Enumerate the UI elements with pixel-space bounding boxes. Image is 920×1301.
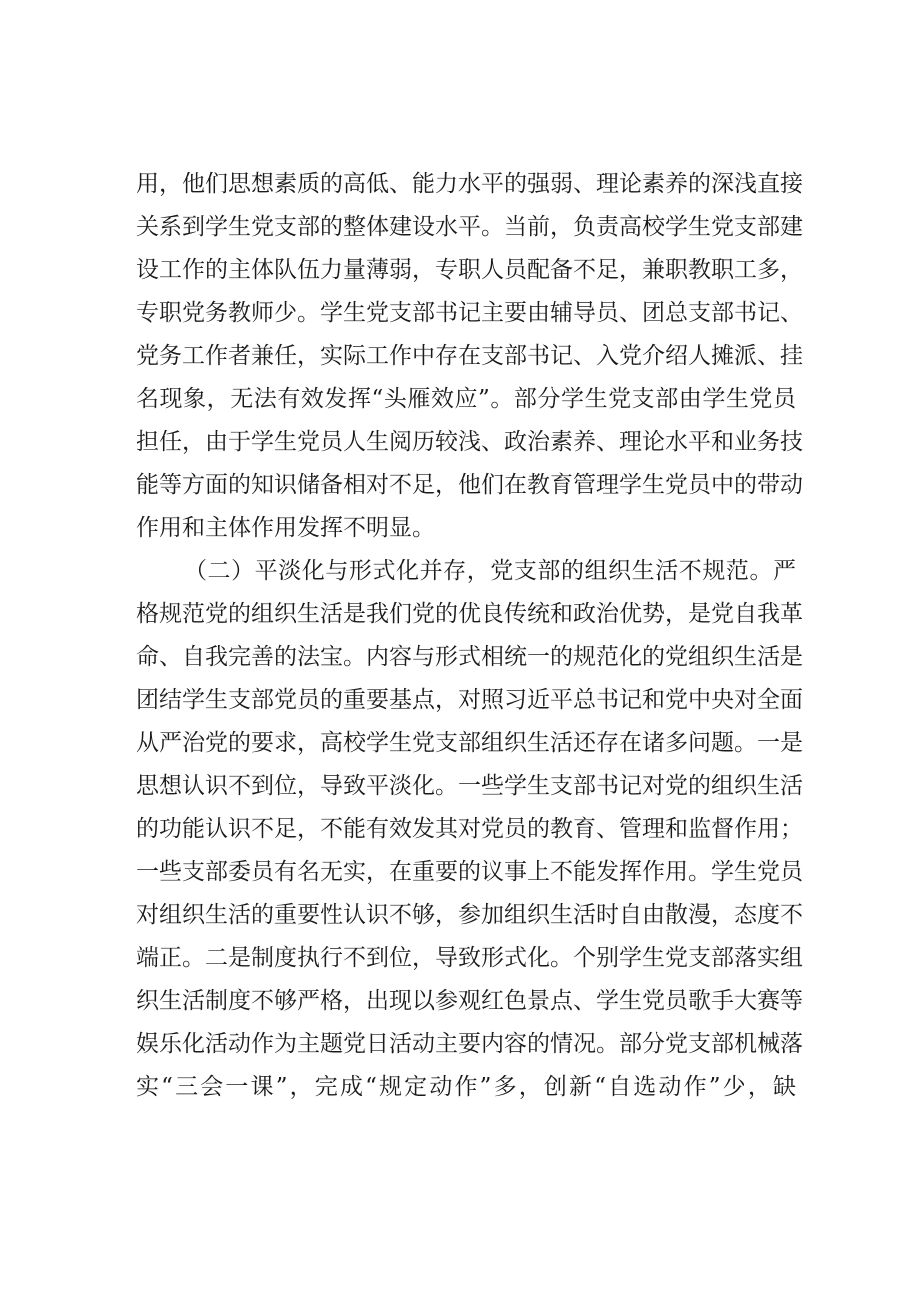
paragraph-2-line-8: 一些支部委员有名无实，在重要的议事上不能发挥作用。学生党员: [136, 859, 803, 885]
paragraph-1-line-7: 担任，由于学生党员人生阅历较浅、政治素养、理论水平和业务技: [136, 429, 803, 455]
paragraph-2-line-4: 团结学生支部党员的重要基点，对照习近平总书记和党中央对全面: [136, 687, 803, 713]
paragraph-2-line-9: 对组织生活的重要性认识不够，参加组织生活时自由散漫，态度不: [136, 902, 803, 928]
paragraph-1-line-8: 能等方面的知识储备相对不足，他们在教育管理学生党员中的带动: [136, 472, 803, 498]
paragraph-1-line-4: 专职党务教师少。学生党支部书记主要由辅导员、团总支部书记、: [136, 300, 803, 326]
paragraph-2-line-2: 格规范党的组织生活是我们党的优良传统和政治优势，是党自我革: [136, 601, 803, 627]
paragraph-1-line-2: 关系到学生党支部的整体建设水平。当前，负责高校学生党支部建: [136, 214, 803, 240]
paragraph-1-line-5: 党务工作者兼任，实际工作中存在支部书记、入党介绍人摊派、挂: [136, 343, 803, 369]
paragraph-2-line-10: 端正。二是制度执行不到位，导致形式化。个别学生党支部落实组: [136, 945, 803, 971]
paragraph-2-line-5: 从严治党的要求，高校学生党支部组织生活还存在诸多问题。一是: [136, 730, 803, 756]
paragraph-2-line-7: 的功能认识不足，不能有效发其对党员的教育、管理和监督作用；: [136, 816, 803, 842]
paragraph-2-line-6: 思想认识不到位，导致平淡化。一些学生支部书记对党的组织生活: [136, 773, 803, 799]
paragraph-1-line-3: 设工作的主体队伍力量薄弱，专职人员配备不足，兼职教职工多，: [136, 257, 803, 283]
paragraph-1-line-6: 名现象，无法有效发挥“头雁效应”。部分学生党支部由学生党员: [136, 386, 796, 412]
paragraph-1-line-9: 作用和主体作用发挥不明显。: [136, 515, 435, 541]
paragraph-2-line-3: 命、自我完善的法宝。内容与形式相统一的规范化的党组织生活是: [136, 644, 803, 670]
paragraph-2-line-1: （二）平淡化与形式化并存，党支部的组织生活不规范。严: [184, 558, 796, 584]
paragraph-2-line-12: 娱乐化活动作为主题党日活动主要内容的情况。部分党支部机械落: [136, 1031, 803, 1057]
paragraph-2-line-13: 实“三会一课”，完成“规定动作”多，创新“自选动作”少，缺: [136, 1074, 796, 1100]
paragraph-1-line-1: 用，他们思想素质的高低、能力水平的强弱、理论素养的深浅直接: [136, 171, 803, 197]
paragraph-2-line-11: 织生活制度不够严格，出现以参观红色景点、学生党员歌手大赛等: [136, 988, 803, 1014]
